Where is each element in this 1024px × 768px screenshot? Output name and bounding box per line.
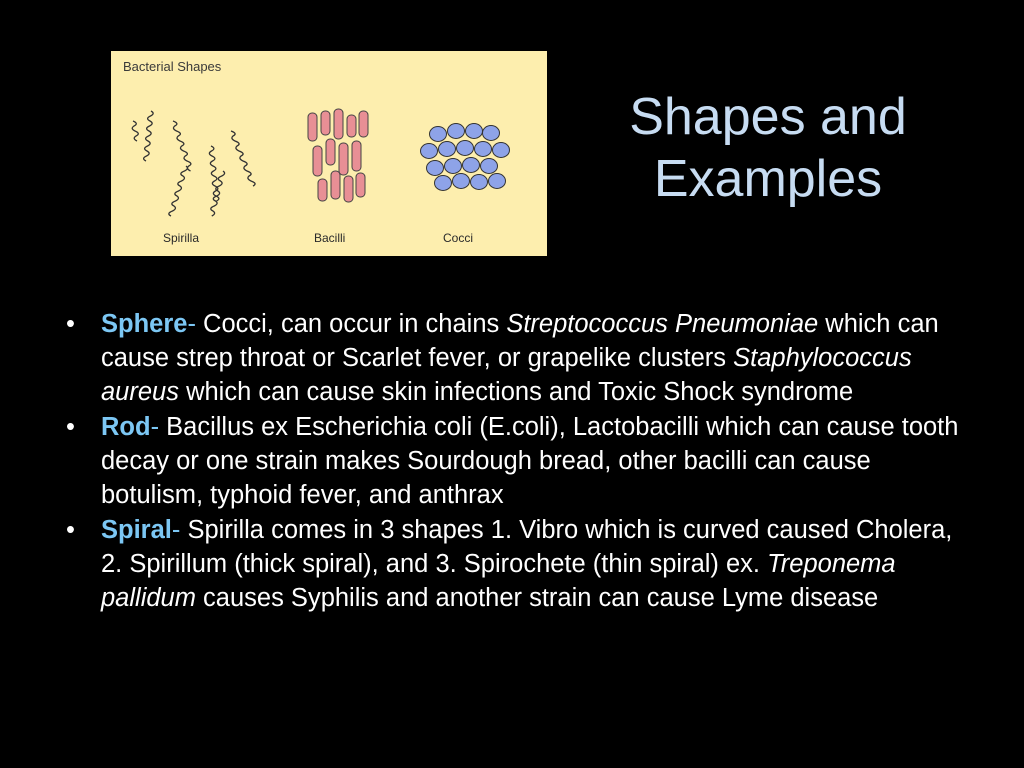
coccus-cell [445, 159, 462, 174]
bacillus-cell [331, 171, 340, 199]
spirilla-cell [144, 111, 154, 161]
bacillus-cell [326, 139, 335, 165]
slide-title-line-2: Examples [653, 150, 883, 208]
term-sphere: Sphere [101, 310, 188, 338]
slide-title-line-1: Shapes and [629, 88, 907, 146]
coccus-cell [430, 127, 447, 142]
term-spiral: Spiral [101, 516, 172, 544]
bacterial-shapes-figure [111, 51, 547, 256]
term-dash: - [150, 413, 160, 441]
label-spirilla: Spirilla [163, 231, 200, 245]
bacillus-cell [352, 141, 361, 171]
bacillus-cell [334, 109, 343, 139]
term-dash: - [187, 310, 196, 338]
coccus-cell [435, 176, 452, 191]
rod-text: Bacillus ex Escherichia coli (E.coli), Lactobacilli which can cause tooth decay or one strain makes Sourdough bread, other bacilli can cause botulism, typhoid fever, and anthrax [101, 413, 959, 509]
species-treponema: Treponema pallidum [101, 550, 896, 612]
spirilla-cell [231, 131, 255, 186]
bullet-list [66, 307, 976, 616]
bullet-marker: • [66, 310, 75, 338]
sphere-text-2: which can cause strep throat or Scarlet fever, or grapelike clusters [101, 310, 939, 372]
coccus-cell [466, 124, 483, 139]
label-cocci: Cocci [443, 231, 474, 245]
bacillus-cell [356, 173, 365, 197]
bullet-marker: • [66, 413, 75, 441]
coccus-cell [421, 144, 438, 159]
coccus-cell [453, 174, 470, 189]
bacillus-cell [339, 143, 348, 175]
bullet-sphere [66, 307, 976, 409]
species-staphylococcus: Staphylococcus aureus [101, 344, 912, 406]
bullet-rod [66, 410, 976, 512]
bacillus-cell [347, 115, 356, 137]
bacillus-cell [313, 146, 322, 176]
coccus-cell [457, 141, 474, 156]
coccus-cell [427, 161, 444, 176]
bacterial-shapes-illustration [111, 51, 547, 256]
term-dash: - [171, 516, 181, 544]
coccus-cell [475, 142, 492, 157]
coccus-cell [483, 126, 500, 141]
bullet-marker: • [66, 516, 75, 544]
figure-title: Bacterial Shapes [123, 59, 222, 74]
bacillus-cell [359, 111, 368, 137]
spirilla-cell [209, 146, 219, 201]
coccus-cell [481, 159, 498, 174]
coccus-cell [439, 142, 456, 157]
coccus-cell [489, 174, 506, 189]
label-bacilli: Bacilli [314, 231, 346, 245]
spiral-text-1: Spirilla comes in 3 shapes 1. Vibro which is curved caused Cholera, 2. Spirillum (thick spiral), and 3. Spirochete (thin spiral) ex. [101, 516, 953, 578]
spirilla-cell [169, 166, 188, 216]
species-streptococcus: Streptococcus Pneumoniae [506, 310, 819, 338]
coccus-cell [463, 158, 480, 173]
bacillus-cell [308, 113, 317, 141]
spirilla-cell [132, 121, 138, 141]
bacillus-cell [344, 176, 353, 202]
bacillus-cell [318, 179, 327, 201]
sphere-text-3: which can cause skin infections and Toxic Shock syndrome [178, 378, 854, 406]
coccus-cell [448, 124, 465, 139]
coccus-cell [493, 143, 510, 158]
bacillus-cell [321, 111, 330, 135]
bullet-spiral [66, 513, 976, 615]
term-rod: Rod [101, 413, 151, 441]
spiral-text-2: causes Syphilis and another strain can cause Lyme disease [195, 584, 879, 612]
coccus-cell [471, 175, 488, 190]
spirilla-cell [173, 121, 191, 171]
slide-title [598, 86, 938, 210]
sphere-text-1: Cocci, can occur in chains [195, 310, 507, 338]
